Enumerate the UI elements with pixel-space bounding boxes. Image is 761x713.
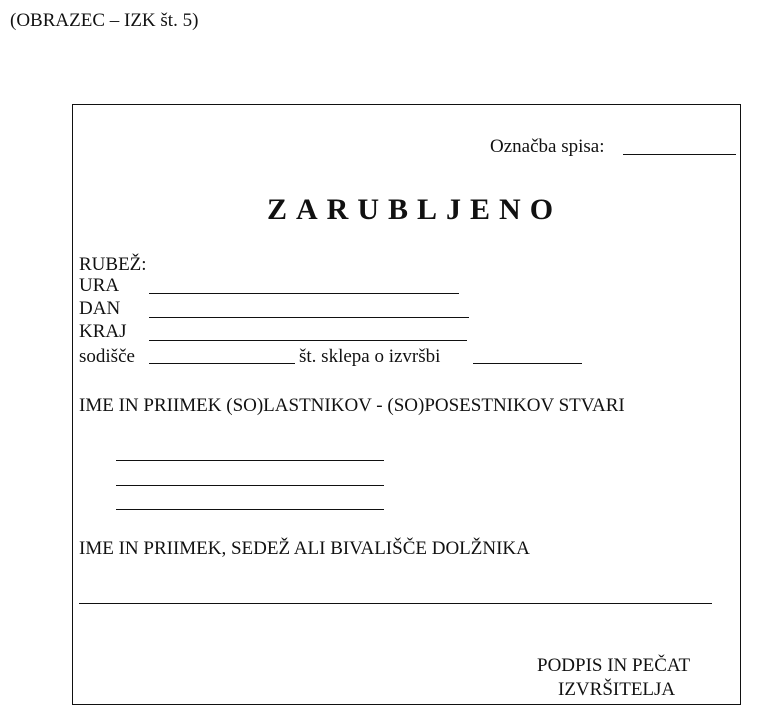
owner-line-1 — [116, 460, 384, 461]
owner-line-2 — [116, 485, 384, 486]
file-mark-line — [623, 154, 736, 155]
court-label: sodišče — [79, 346, 135, 367]
place-line — [149, 340, 467, 341]
file-mark-label: Označba spisa: — [490, 136, 605, 157]
signature-label-line1: PODPIS IN PEČAT — [537, 655, 691, 676]
debtor-label: IME IN PRIIMEK, SEDEŽ ALI BIVALIŠČE DOLŽNIKA — [79, 538, 530, 559]
place-label: KRAJ — [79, 321, 127, 342]
day-label: DAN — [79, 298, 121, 319]
debtor-line — [79, 603, 712, 604]
time-line — [149, 293, 459, 294]
form-title: ZARUBLJENO — [267, 193, 563, 226]
decision-number-label: št. sklepa o izvršbi — [299, 346, 441, 367]
owners-label: IME IN PRIIMEK (SO)LASTNIKOV - (SO)POSESTNIKOV STVARI — [79, 395, 625, 416]
day-line — [149, 317, 469, 318]
time-label: URA — [79, 275, 120, 296]
signature-label-line2: IZVRŠITELJA — [558, 679, 676, 700]
seizure-label: RUBEŽ: — [79, 254, 147, 275]
owner-line-3 — [116, 509, 384, 510]
decision-number-line — [473, 363, 582, 364]
form-code: (OBRAZEC – IZK št. 5) — [10, 10, 199, 31]
court-line — [149, 363, 295, 364]
